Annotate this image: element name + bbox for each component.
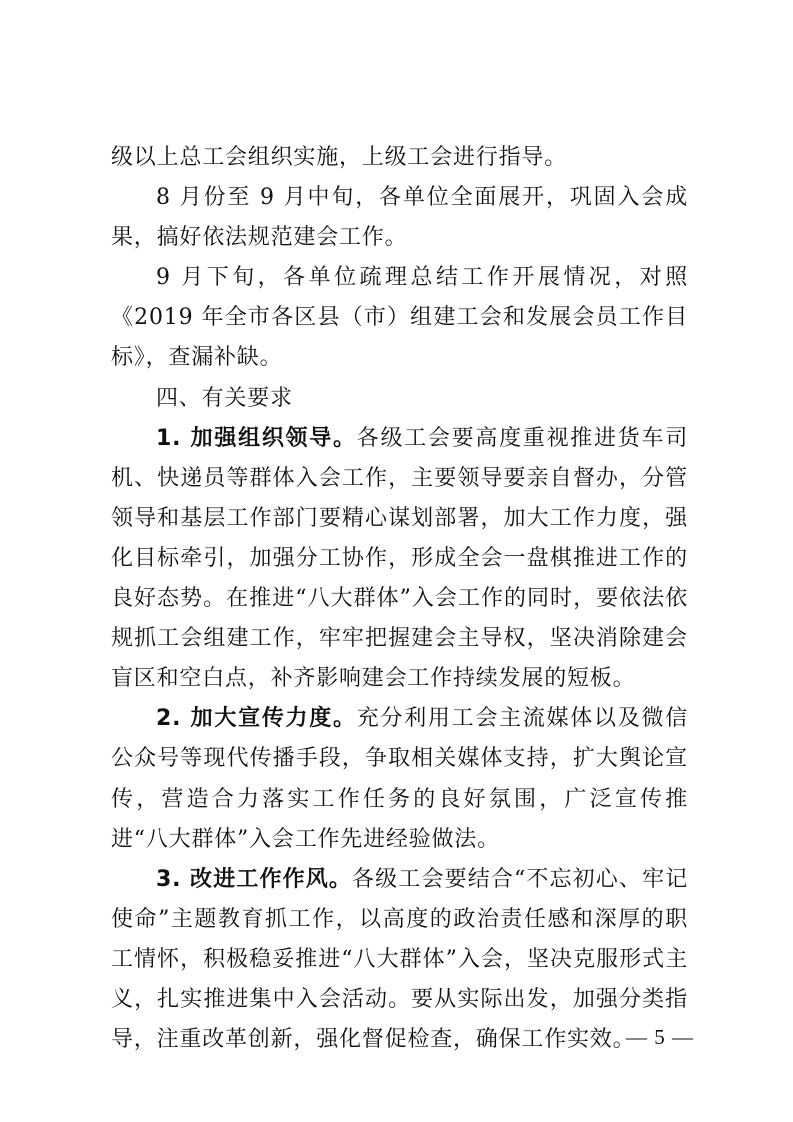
requirement-body-2: 充分利用工会主流媒体以及微信公众号等现代传播手段，争取相关媒体支持，扩大舆论宣传，营造合力落实工作任务的良好氛围，广泛宣传推进“八大群体”入会工作先进经验做法。 bbox=[111, 706, 689, 852]
document-body bbox=[111, 138, 688, 1060]
paragraph-august-september: 8 月份至 9 月中旬，各单位全面展开，巩固入会成果，搞好依法规范建会工作。 bbox=[111, 185, 688, 251]
section-heading-requirements: 四、有关要求 bbox=[156, 385, 293, 411]
requirement-paragraph-1 bbox=[111, 419, 688, 700]
requirement-heading-2: 2. 加大宣传力度。 bbox=[156, 706, 357, 732]
requirement-paragraph-2 bbox=[111, 699, 688, 859]
requirement-heading-3: 3. 改进工作作风。 bbox=[156, 866, 353, 892]
page-number: — 5 — bbox=[626, 1025, 694, 1049]
paragraph-continuation: 级以上总工会组织实施，上级工会进行指导。 bbox=[111, 145, 568, 170]
paragraph-late-september: 9 月下旬，各单位疏理总结工作开展情况，对照《2019 年全市各区县（市）组建工会和发展会员工作目标》，查漏补缺。 bbox=[111, 265, 688, 371]
requirement-paragraph-3 bbox=[111, 860, 688, 1060]
requirement-body-3: 各级工会要结合“不忘初心、牢记使命”主题教育抓工作，以高度的政治责任感和深厚的职工情怀，积极稳妥推进“八大群体”入会，坚决克服形式主义，扎实推进集中入会活动。要从实际出发，加强分类指导，注重改革创新，强化督促检查，确保工作实效。 bbox=[111, 866, 689, 1053]
requirement-heading-1: 1. 加强组织领导。 bbox=[156, 425, 357, 451]
requirement-body-1: 各级工会要高度重视推进货车司机、快递员等群体入会工作，主要领导要亲自督办，分管领导和基层工作部门要精心谋划部署，加大工作力度，强化目标牵引，加强分工协作，形成全会一盘棋推进工作的良好态势。在推进“八大群体”入会工作的同时，要依法依规抓工会组建工作，牢牢把握建会主导权，坚决消除建会盲区和空白点，补齐影响建会工作持续发展的短板。 bbox=[111, 425, 689, 692]
